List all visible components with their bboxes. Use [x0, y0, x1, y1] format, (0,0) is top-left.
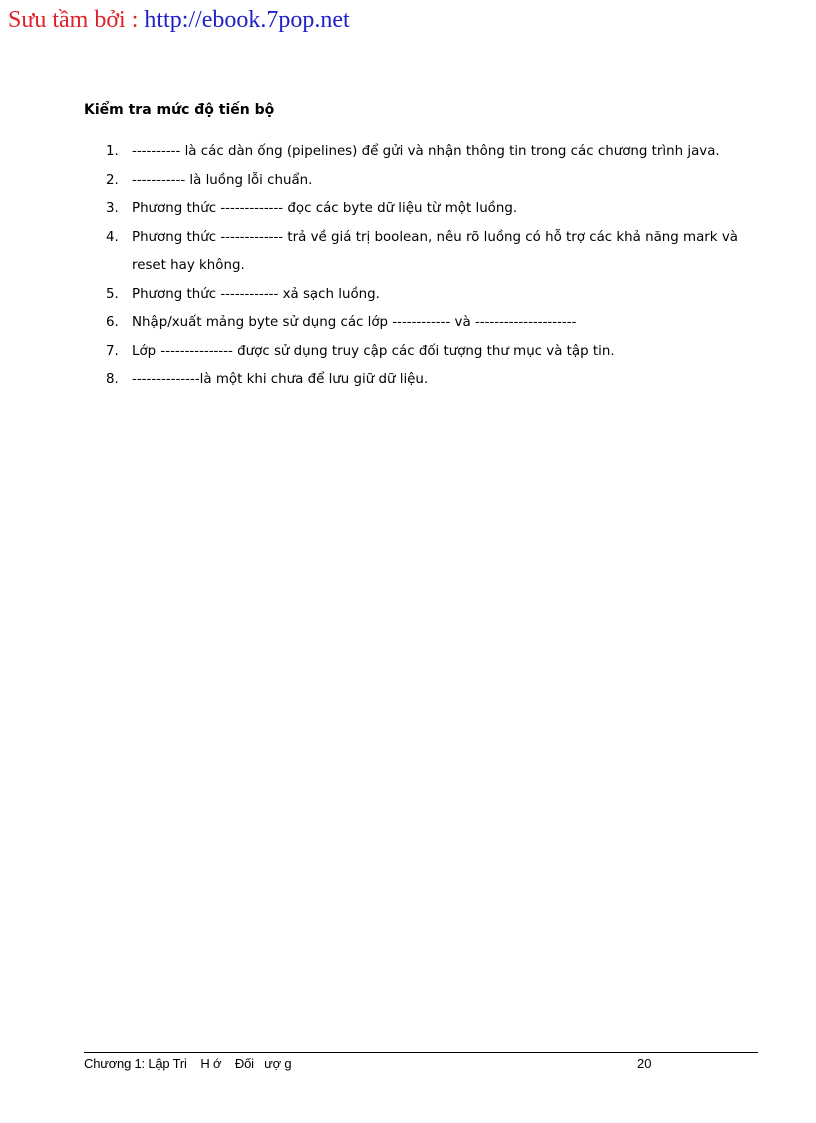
question-item — [106, 281, 758, 310]
question-number: 4. — [106, 229, 119, 245]
question-text: ---------- là các dàn ống (pipelines) để gửi và nhận thông tin trong các chương trình java. — [132, 144, 720, 159]
question-number: 7. — [106, 343, 119, 359]
watermark-label: Sưu tầm bởi : — [8, 7, 145, 33]
question-text: Phương thức ------------- trả về giá trị boolean, nêu rõ luồng có hỗ trợ các khả năng mark và reset hay không. — [132, 229, 738, 273]
watermark — [8, 4, 350, 36]
question-item — [106, 195, 758, 224]
question-item — [106, 338, 758, 367]
footer-chapter-title: Chương 1: Lập Tri H ớ Đối ượ g — [84, 1056, 292, 1071]
question-item — [106, 167, 758, 196]
section-heading: Kiểm tra mức độ tiến bộ — [84, 102, 275, 118]
question-text: Phương thức ------------- đọc các byte dữ liệu từ một luồng. — [132, 201, 518, 216]
question-item — [106, 309, 758, 338]
question-list — [106, 138, 758, 395]
question-number: 8. — [106, 372, 119, 387]
question-text: Nhập/xuất mảng byte sử dụng các lớp ------------ và --------------------- — [132, 315, 577, 330]
footer-divider — [84, 1052, 758, 1053]
question-item — [106, 224, 758, 281]
question-text: --------------là một khi chưa để lưu giữ dữ liệu. — [132, 372, 429, 387]
question-number: 5. — [106, 286, 119, 302]
question-item — [106, 366, 758, 395]
question-text: ----------- là luồng lỗi chuẩn. — [132, 172, 313, 188]
watermark-link[interactable]: http://ebook.7pop.net — [144, 7, 350, 33]
question-number: 2. — [106, 172, 119, 188]
question-number: 3. — [106, 201, 119, 216]
question-number: 1. — [106, 144, 119, 159]
question-number: 6. — [106, 315, 119, 330]
question-text: Lớp --------------- được sử dụng truy cập các đối tượng thư mục và tập tin. — [132, 343, 615, 359]
footer-page-number: 20 — [637, 1056, 652, 1071]
question-text: Phương thức ------------ xả sạch luồng. — [132, 286, 380, 302]
question-item — [106, 138, 758, 167]
